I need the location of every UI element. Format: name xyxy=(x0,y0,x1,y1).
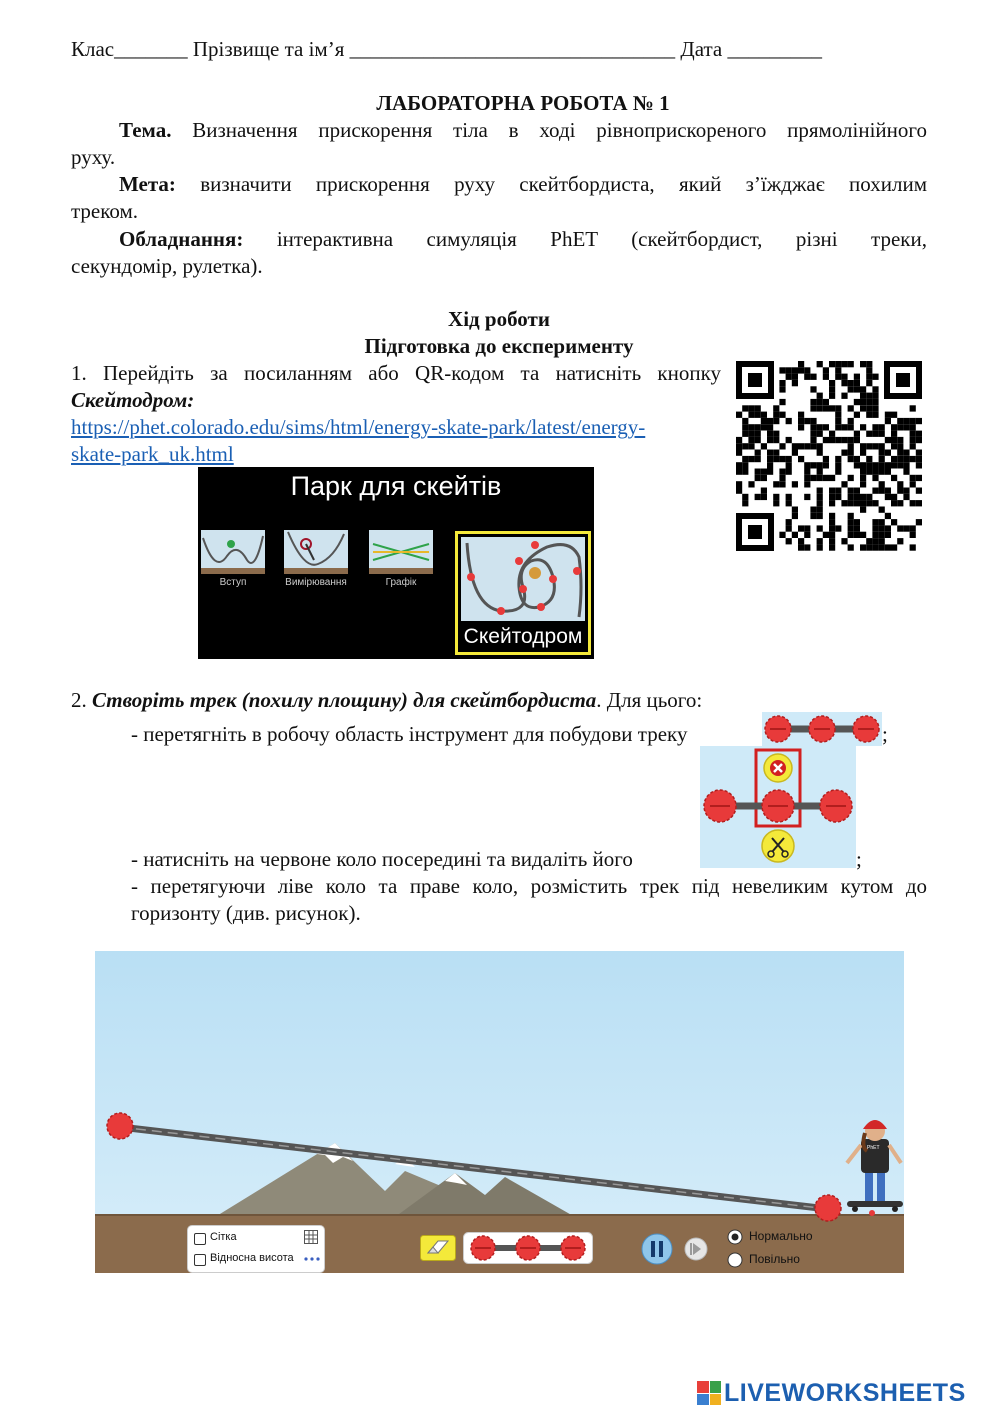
goal-line-2: треком. xyxy=(71,199,139,223)
step-forward-button[interactable] xyxy=(684,1237,708,1261)
equipment-line xyxy=(71,226,927,253)
step2-bullet2: - натисніть на червоне коло посередині та видаліть його xyxy=(131,847,633,871)
step1-link-line2[interactable]: skate-park_uk.html xyxy=(71,442,234,466)
sim-playground-label: Скейтодром xyxy=(463,625,583,648)
step2-bullet2-end: ; xyxy=(856,847,862,871)
height-checkbox[interactable] xyxy=(194,1254,206,1266)
step2-bullet1-end: ; xyxy=(882,722,888,746)
qr-code[interactable] xyxy=(736,361,922,551)
speed-normal-radio[interactable] xyxy=(727,1229,743,1245)
skater-figure xyxy=(847,1120,903,1216)
class-blank[interactable]: _______ xyxy=(114,37,188,61)
page-title: ЛАБОРАТОРНА РОБОТА № 1 xyxy=(376,91,670,115)
track-tool-icon[interactable] xyxy=(762,712,882,746)
preparation-title: Підготовка до експерименту xyxy=(364,334,634,358)
height-label: Відносна висота xyxy=(210,1252,294,1264)
name-label: Прізвище та ім’я xyxy=(192,37,345,61)
class-label: Клас xyxy=(71,37,115,61)
sim-measure-thumb[interactable] xyxy=(284,530,348,574)
date-blank[interactable]: _________ xyxy=(727,37,822,61)
goal-label: Мета: xyxy=(119,172,176,196)
topic-line xyxy=(71,117,927,144)
sim-menu-title: Парк для скейтів xyxy=(290,471,502,501)
track-panel[interactable] xyxy=(463,1232,593,1264)
date-label: Дата xyxy=(680,37,723,61)
options-panel xyxy=(187,1225,325,1273)
step1-link-line1[interactable]: https://phet.colorado.edu/sims/html/energy-skate-park/latest/energy- xyxy=(71,415,646,439)
step2-bullet1: - перетягніть в робочу область інструмент для побудови треку xyxy=(131,722,688,746)
eraser-button[interactable] xyxy=(420,1235,456,1261)
topic-label: Тема. xyxy=(119,118,172,142)
equipment-line-2: секундомір, рулетка). xyxy=(71,254,263,278)
sim-graph-thumb[interactable] xyxy=(369,530,433,574)
topic-text: Визначення прискорення тіла в ході рівноприскореного прямолінійного xyxy=(192,118,928,142)
grid-label: Сітка xyxy=(210,1231,237,1243)
track-right-node xyxy=(815,1195,841,1221)
logo-badge xyxy=(697,1381,721,1405)
name-blank[interactable]: _______________________________ xyxy=(349,37,676,61)
simulation-screenshot xyxy=(95,951,904,1273)
delete-node-illustration xyxy=(700,746,856,868)
goal-text: визначити прискорення руху скейтбордиста, який з’їжджає похилим xyxy=(200,172,927,196)
equipment-label: Обладнання: xyxy=(119,227,244,251)
sim-playground-thumb xyxy=(461,537,585,621)
sim-graph-label: Графік xyxy=(385,577,417,588)
topic-line-2: руху. xyxy=(71,145,116,169)
step2-after: . Для цього: xyxy=(596,688,703,712)
header-line xyxy=(71,36,931,63)
pause-button[interactable] xyxy=(641,1233,673,1265)
speed-slow-label: Повільно xyxy=(749,1252,800,1266)
speed-normal-label: Нормально xyxy=(749,1229,813,1243)
step1-text: 1. Перейдіть за посиланням або QR-кодом та натисніть кнопку xyxy=(71,361,721,385)
liveworksheets-logo xyxy=(697,1378,966,1408)
speed-slow-radio[interactable] xyxy=(727,1252,743,1268)
grid-checkbox[interactable] xyxy=(194,1233,206,1245)
goal-line xyxy=(71,171,927,198)
sim-intro-thumb[interactable] xyxy=(201,530,265,574)
grid-icon xyxy=(304,1230,318,1244)
step2-heading xyxy=(71,687,702,714)
step2-bullet3-line2: горизонту (див. рисунок). xyxy=(131,901,361,925)
step2-number: 2. xyxy=(71,688,87,712)
equipment-text: інтерактивна симуляція PhET (скейтбордист, різні треки, xyxy=(276,227,927,251)
step2-title: Створіть трек (похилу площину) для скейтбордиста xyxy=(92,688,597,712)
sim-measure-label: Вимірювання xyxy=(285,577,347,588)
track-left-node xyxy=(107,1113,133,1139)
step2-bullet3-line1: - перетягуючи ліве коло та праве коло, розмістить трек під невеликим кутом до xyxy=(131,874,927,898)
logo-text: LIVEWORKSHEETS xyxy=(724,1378,966,1407)
sim-intro-label: Вступ xyxy=(219,577,247,588)
height-dots-icon xyxy=(304,1256,320,1262)
sim-menu-screenshot xyxy=(198,467,594,659)
sim-playground-button[interactable] xyxy=(455,531,591,655)
step1-button-name: Скейтодром: xyxy=(71,388,195,412)
skater-shirt-text: PhET xyxy=(867,1145,880,1151)
procedure-title: Хід роботи xyxy=(448,307,550,331)
